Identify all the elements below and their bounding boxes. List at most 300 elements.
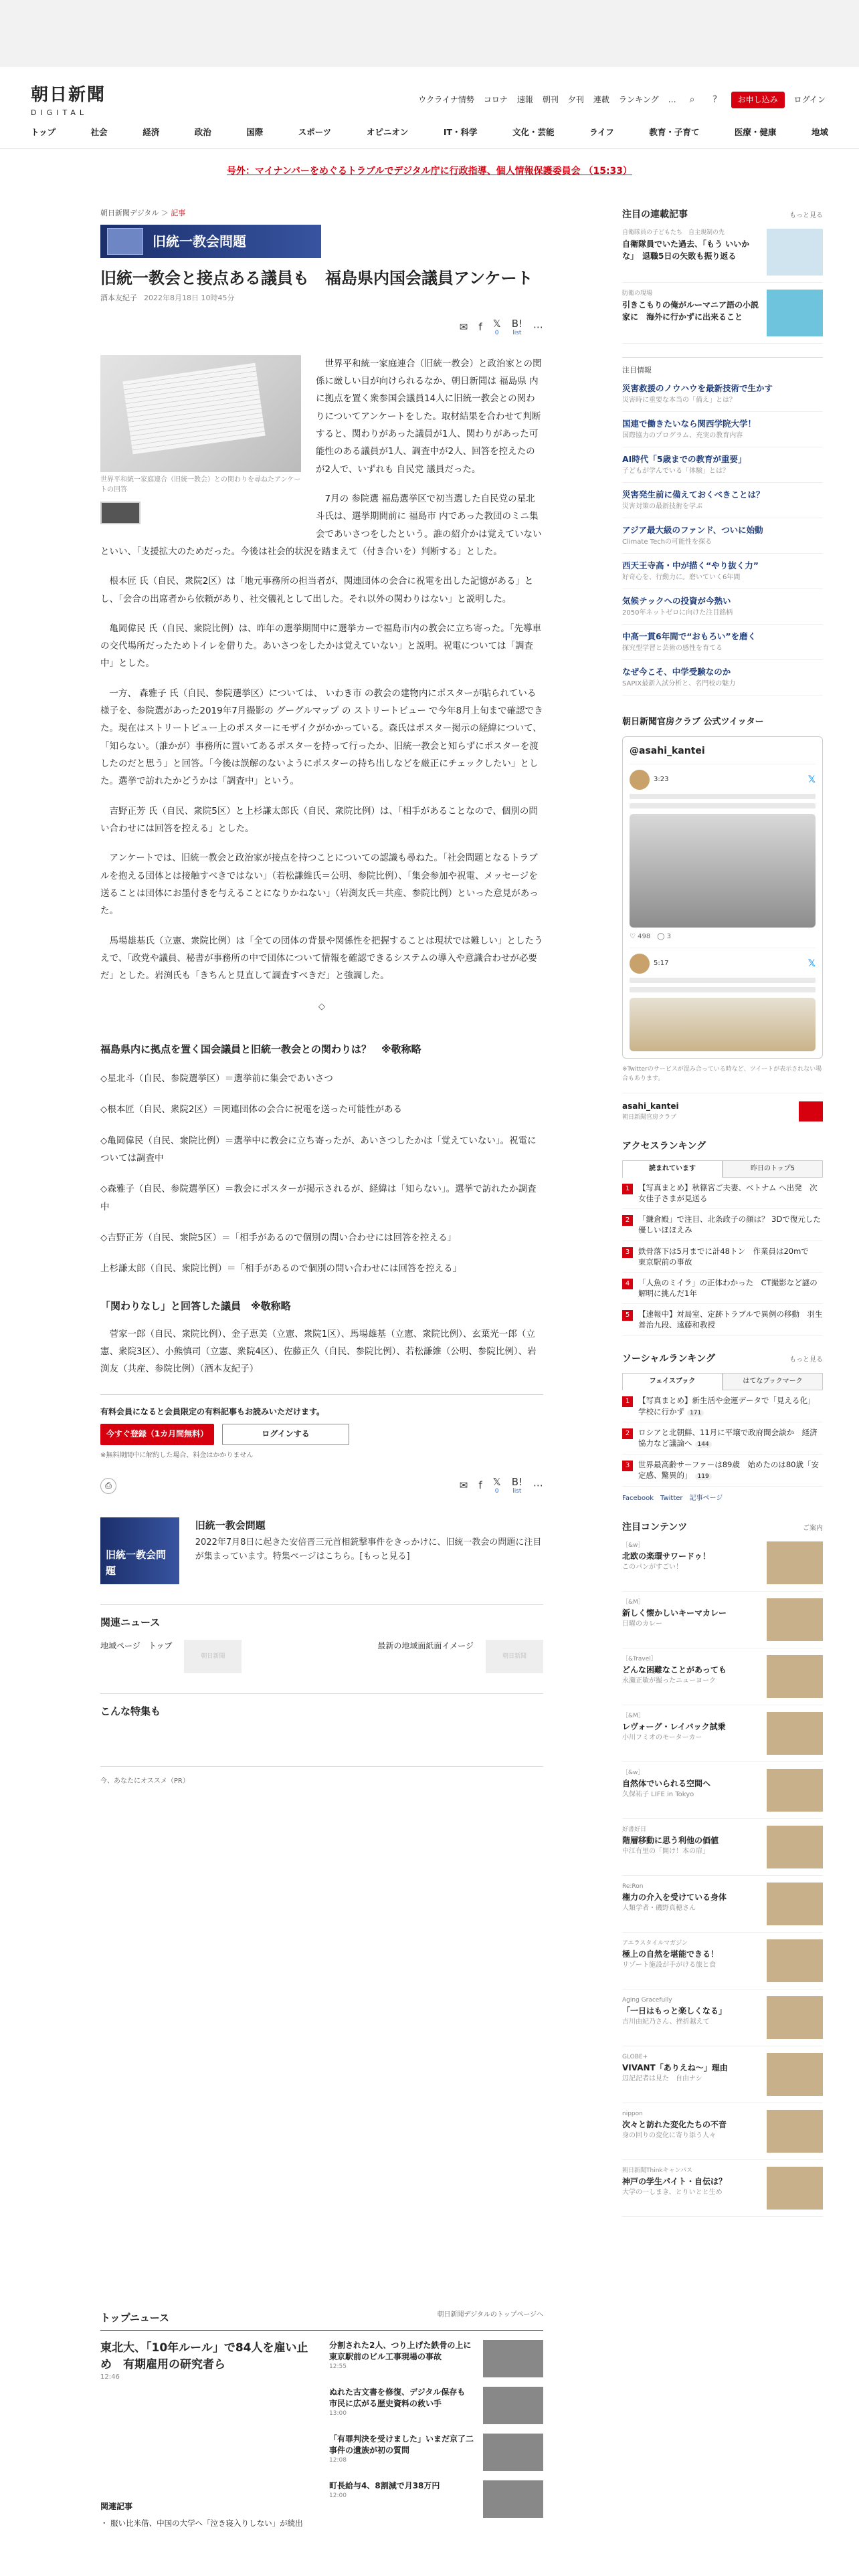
logo-text: 朝日新聞 xyxy=(31,85,106,105)
top-story-thumb xyxy=(483,2387,543,2424)
paragraph: 7月の 参院選 福島選挙区で初当選した自民党の星北斗氏は、選挙期間前に 福島市 内であった教団のミニ集会であいさつをしたという。誰の紹介かは覚えていないといい、「支援拡大のためだった。今後は社会的状況を踏まえて（付き合いを）判断する」とした。 xyxy=(100,493,542,557)
account-sub: 朝日新聞官房クラブ xyxy=(622,1114,677,1121)
content-thumb xyxy=(767,1883,823,1925)
top-story-title: ぬれた古文書を修復、デジタル保存も 市民に広がる歴史資料の救い手 xyxy=(329,2387,474,2408)
content-thumb xyxy=(767,2110,823,2153)
share-count: 144 xyxy=(695,1441,712,1448)
series-item-label: 防衛の現場 xyxy=(622,290,653,298)
breadcrumb-home[interactable]: 朝日新聞デジタル xyxy=(100,209,159,217)
hatena-icon[interactable]: B! list xyxy=(511,317,522,336)
social-tabs xyxy=(622,1373,823,1390)
nav-region[interactable]: 地域 xyxy=(811,127,828,137)
tweet-text-line xyxy=(630,978,816,983)
content-label: ［&M］ xyxy=(622,1598,644,1606)
content-item[interactable] xyxy=(622,1933,823,1990)
rank-number: 4 xyxy=(622,1279,633,1289)
rank-title: 【写真まとめ】秋篠宮ご夫妻、ベトナム へ出発 次女佳子さまが見送る xyxy=(638,1183,818,1204)
header-link-ranking[interactable]: ランキング xyxy=(618,95,659,104)
avatar[interactable] xyxy=(630,770,650,790)
nav-health[interactable]: 医療・健康 xyxy=(734,127,777,137)
topic-item[interactable] xyxy=(622,625,823,660)
content-sub: 永瀬正敏が撮ったニューヨーク xyxy=(622,1677,716,1685)
twitter-link[interactable]: Twitter xyxy=(660,1494,683,1502)
reply-icon[interactable]: ◯ xyxy=(657,933,665,941)
content-item[interactable] xyxy=(622,1819,823,1876)
facebook-icon[interactable]: f xyxy=(478,321,482,334)
content-thumb xyxy=(767,1996,823,2039)
help-icon[interactable]: ? xyxy=(712,94,718,106)
account-logo-icon xyxy=(799,1101,823,1121)
paragraph: 根本匠 氏（自民、衆院2区）は「地元事務所の担当者が、関連団体の会合に祝電を出した記憶がある」とし、「会合の出席者から依頼があり、社交儀礼として出した。それ以外の関わりはない」と説明した。 xyxy=(100,576,534,605)
paragraph: アンケートでは、旧統一教会と政治家が接点を持つことについての認識も尋ねた。「社会問題となるトラブルを抱える団体とは接触すべきではない」（若松謙維氏＝公明、参院比例）、「集会参加や祝電、メッセージを送ることは団体にお墨付きを与えることになりかねない」（岩渕友氏＝共産、参院比例）といった意見があった。 xyxy=(100,853,539,917)
hatena-list-label: list xyxy=(512,1487,522,1495)
content-title: 新しく懐かしいキーマカレー xyxy=(622,1608,727,1618)
content-sub: 日曜のカレー xyxy=(622,1620,662,1628)
social-links xyxy=(622,1493,823,1504)
topic-item[interactable] xyxy=(622,412,823,447)
content-sub: 身の回りの変化に寄り添う人々 xyxy=(622,2132,716,2140)
rank-number: 5 xyxy=(622,1310,633,1321)
ranking-item[interactable] xyxy=(622,1241,823,1273)
content-title: VIVANT「ありえね～」理由 xyxy=(622,2063,728,2073)
rank-number: 2 xyxy=(622,1215,633,1226)
topic-title: AI時代「5歳までの教育が重要」 xyxy=(622,453,747,464)
social-ranking-item[interactable] xyxy=(622,1422,823,1455)
related-thumb[interactable]: 朝日新聞 xyxy=(486,1640,543,1673)
content-thumb xyxy=(767,1939,823,1982)
tweet-text-line xyxy=(630,794,816,799)
content-item[interactable] xyxy=(622,2046,823,2103)
header-link-breaking[interactable]: 速報 xyxy=(516,95,533,104)
header-link-corona[interactable]: コロナ xyxy=(483,95,508,104)
social-ranking-list xyxy=(622,1390,823,1486)
login-button[interactable]: ログインする xyxy=(222,1424,349,1445)
topic-item[interactable] xyxy=(622,483,823,518)
list-item: ◇森雅子（自民、参院選挙区）＝教会にポスターが掲示されるが、経緯は「知らない」。選挙で訪れたか調査中 xyxy=(100,1184,537,1212)
ranking-item[interactable] xyxy=(622,1178,823,1209)
rank-title: 「鎌倉殿」で注目、北条政子の顔は？ 3Dで復元した優しいほほえみ xyxy=(638,1214,821,1235)
contents-more-link[interactable]: ご案内 xyxy=(803,1524,823,1532)
topic-title: 災害救援のノウハウを最新技術で生かす xyxy=(622,383,773,393)
mail-icon[interactable]: ✉ xyxy=(459,321,468,334)
lead-title: 東北大、「10年ルール」で84人を雇い止め 有期雇用の研究者ら xyxy=(100,2341,308,2371)
content-title: どんな困難なことがあっても xyxy=(622,1665,727,1675)
tweet-photo[interactable] xyxy=(630,998,816,1051)
sidebar xyxy=(622,207,823,2217)
top-news-title: トップニュース xyxy=(100,2312,170,2324)
paragraph: 亀岡偉民 氏（自民、衆院比例）は、昨年の選挙期間中に選挙カーで福島市内の教会に立ち寄った。「先導車の交代場所だったためトイレを借りた。あいさつをしたかは覚えていない」と説明。祝電については「調査中」とした。 xyxy=(100,623,542,669)
social-ranking-item[interactable] xyxy=(622,1390,823,1422)
ranking-item[interactable] xyxy=(622,1273,823,1304)
content-sub: 辺記記者は見た 自由ナシ xyxy=(622,2075,702,2083)
content-label: 朝日新聞Thinkキャンパス xyxy=(622,2167,692,2174)
content-title: 次々と訪れた変化たちの不音 xyxy=(622,2120,727,2130)
tab-hatena[interactable]: はてなブックマーク xyxy=(723,1373,823,1390)
pr-label: 今、あなたにオススメ（PR） xyxy=(100,1766,543,1787)
facebook-link[interactable]: Facebook xyxy=(622,1494,654,1502)
header-link-evening[interactable]: 夕刊 xyxy=(567,95,584,104)
top-news xyxy=(100,2310,543,2530)
account-card[interactable] xyxy=(622,1093,823,1123)
paragraph: 一方、 森雅子 氏（自民、参院選挙区）については、 いわき市 の教会の建物内にポスターが貼られている様子を、参院選があった2019年7月撮影の グーグルマップ の ストリートビュー で今年8月上旬まで確認できた。現在はストリートビュー上のポスターにモザイクがかかっている。森氏はポスター掲示の経緯について、「知らない。（誰かが）事務所に置いてあるポスターを持って行ったか、旧統一教会と知らずにポスターを渡したのだと思う」と回答。「今後は誤解のないようにポスターの持ち出しなどを厳正にチェックしたい」とした。選挙で訪れたかどうかは「調査中」という。 xyxy=(100,687,543,787)
top-story-title: 町長給与4、8割減で月38万円 xyxy=(329,2481,440,2490)
content-label: Aging Gracefully xyxy=(622,1996,672,2004)
content-thumb xyxy=(767,1712,823,1755)
header-link-more[interactable]: … xyxy=(668,95,676,104)
nav-international[interactable]: 国際 xyxy=(246,127,264,137)
twitter-section-title: 朝日新聞官房クラブ 公式ツイッター xyxy=(622,716,764,727)
topic-title: 西天王寺高・中が描く“やり抜く力” xyxy=(622,560,759,570)
nav-sports[interactable]: スポーツ xyxy=(298,127,332,137)
byline xyxy=(100,292,543,304)
twitter-handle[interactable]: @asahi_kantei xyxy=(630,745,705,756)
like-icon[interactable]: ♡ xyxy=(630,933,636,941)
topic-item[interactable] xyxy=(622,554,823,589)
top-story-title: 分割された2人、つり上げた鉄骨の上に 東京駅前のビル工事現場の事故 xyxy=(329,2341,480,2361)
rank-title: 世界最高齢サーファーは89歳 始めたのは80歳「安定感、驚異的」 xyxy=(638,1459,819,1480)
lead-story[interactable] xyxy=(100,2340,314,2527)
top-story[interactable] xyxy=(329,2480,543,2518)
print-icon[interactable]: ⎙ xyxy=(100,1478,116,1494)
article-body xyxy=(100,355,543,1378)
header-links xyxy=(418,92,826,108)
topic-item[interactable] xyxy=(622,518,823,554)
content-sub: 久保祐子 LIFE in Tokyo xyxy=(622,1791,694,1799)
content-item[interactable] xyxy=(622,1990,823,2046)
series-item-title: 自衛隊員でいた過去、「もう いいかな」 退職5日の矢敗も振り返る xyxy=(622,239,750,261)
series-item-title: 引きこもりの俺がルーマニア語の小説家に 海外に行かずに出来ること xyxy=(622,300,759,322)
content-item[interactable] xyxy=(622,1648,823,1705)
content-item[interactable] xyxy=(622,1705,823,1762)
tweet-photo[interactable] xyxy=(630,814,816,928)
top-story[interactable] xyxy=(329,2340,543,2377)
feature-title[interactable]: 旧統一教会問題 xyxy=(195,1519,266,1531)
content-label: GLOBE+ xyxy=(622,2053,648,2060)
rank-number: 3 xyxy=(622,1461,633,1471)
content-item[interactable] xyxy=(622,1535,823,1592)
nav-society[interactable]: 社会 xyxy=(90,127,108,137)
content-sub: 人類学者・磯野真穂さん xyxy=(622,1905,696,1913)
content-item[interactable] xyxy=(622,2103,823,2160)
author[interactable]: 酒本友紀子 xyxy=(100,294,137,303)
bottom-share-bar xyxy=(100,1477,543,1495)
topic-sub: SAPIX最新入試分析と、名門校の魅力 xyxy=(622,679,736,687)
article-page-link[interactable]: 記事ページ xyxy=(689,1494,723,1502)
header-link-morning[interactable]: 朝刊 xyxy=(542,95,559,104)
topics-list xyxy=(622,377,823,695)
x-share-count: 0 xyxy=(494,329,499,336)
rank-number: 3 xyxy=(622,1247,633,1258)
content-title: レヴォーグ・レイバック試乗 xyxy=(622,1722,726,1732)
content-label: 好書好日 xyxy=(622,1826,647,1833)
topic-item[interactable] xyxy=(622,660,823,695)
section-divider: ◇ xyxy=(318,1001,326,1012)
rank-title: 【速報中】対局室、定跡トラブルで異例の移動 羽生善治九段、遠藤和教授 xyxy=(638,1309,823,1329)
social-ranking-header xyxy=(622,1352,823,1366)
login-link[interactable]: ログイン xyxy=(793,95,826,104)
nav-politics[interactable]: 政治 xyxy=(194,127,211,137)
top-story[interactable] xyxy=(329,2387,543,2424)
content-item[interactable] xyxy=(622,1592,823,1648)
bottom-share-icons xyxy=(460,1477,543,1495)
nav-education[interactable]: 教育・子育て xyxy=(649,127,700,137)
tweet-time: 5:17 xyxy=(654,960,669,968)
rank-title: 「人魚のミイラ」の正体わかった CT撮影など謎の解明に挑んだ1年 xyxy=(638,1277,818,1298)
nav-opinion[interactable]: オピニオン xyxy=(366,127,409,137)
tweet[interactable] xyxy=(630,948,816,1051)
related-news-heading: 関連ニュース xyxy=(100,1604,543,1630)
subscribe-button[interactable]: 今すぐ登録（1カ月間無料） xyxy=(100,1424,214,1445)
content-label: Re:Ron xyxy=(622,1883,644,1890)
content-thumb xyxy=(767,1598,823,1641)
list-item: ◇星北斗（自民、参院選挙区）＝選挙前に集会であいさつ xyxy=(100,1073,333,1085)
ranking-item[interactable] xyxy=(622,1209,823,1241)
header-link-series[interactable]: 連載 xyxy=(593,95,609,104)
content-item[interactable] xyxy=(622,2160,823,2217)
topic-title: 国連で働きたいなら関西学院大学！ xyxy=(622,418,757,429)
topic-sub: 探究型学習と芸術の感性を育てる xyxy=(622,644,723,652)
x-logo-icon[interactable]: 𝕏 xyxy=(807,774,816,785)
ranking-list xyxy=(622,1178,823,1335)
twitter-note: ※Twitterのサービスが混み合っている時など、ツイートが表示されない場合もあります。 xyxy=(622,1066,822,1082)
rank-number: 2 xyxy=(622,1428,633,1439)
topic-title: 中高一貫6年間で“おもろい”を磨く xyxy=(622,631,757,641)
content-sub: 中江有里の「開け！本の扉」 xyxy=(622,1848,709,1856)
contents-header xyxy=(622,1520,823,1535)
content-sub: 小川フミオのモーターカー xyxy=(622,1734,702,1742)
paywall-note: ※無料期間中に解約した場合、料金はかかりません xyxy=(100,1451,254,1459)
ranking-title: アクセスランキング xyxy=(622,1140,706,1152)
x-share-count: 0 xyxy=(494,1487,499,1495)
series-more-link[interactable]: もっと見る xyxy=(789,212,823,219)
hatena-list-label: list xyxy=(512,329,522,336)
top-story-time: 13:00 xyxy=(329,2409,347,2417)
topic-sub: 好奇心を、行動力に。磨いていく6年間 xyxy=(622,573,741,581)
content-thumb xyxy=(767,1655,823,1698)
content-label: ［&M］ xyxy=(622,1712,644,1719)
series-item-label: 自衛隊員の子どもたち 自主規制の先 xyxy=(622,229,725,237)
rank-title: 鉄骨落下は5月までに計48トン 作業員は20mで 東京駅前の事故 xyxy=(638,1246,817,1267)
avatar[interactable] xyxy=(630,954,650,974)
related-articles-title: 関連記事 xyxy=(100,2502,133,2511)
series-item[interactable] xyxy=(622,283,823,344)
member-list xyxy=(100,1070,543,1278)
tweet-actions xyxy=(630,932,816,942)
contents-list xyxy=(622,1535,823,2217)
list-item: ◇根本匠（自民、衆院2区）＝関連団体の会合に祝電を送った可能性がある xyxy=(100,1104,402,1115)
top-news-header xyxy=(100,2310,543,2331)
nav-top[interactable]: トップ xyxy=(31,127,56,137)
section-heading: 福島県内に拠点を置く国会議員と旧統一教会との関わりは？ ※敬称略 xyxy=(100,1043,421,1055)
topic-item[interactable] xyxy=(622,589,823,625)
site-logo[interactable] xyxy=(31,82,106,118)
topic-sub: 2050年ネットゼロに向けた注目銘柄 xyxy=(622,609,733,617)
topic-title: 災害発生前に備えておくべきことは？ xyxy=(622,489,765,500)
content-sub: リゾート施設が手がける旅と食 xyxy=(622,1961,716,1969)
topic-sub: 災害時に重要な本当の「備え」とは？ xyxy=(622,396,736,404)
twitter-embed xyxy=(622,736,823,1059)
account-name: asahi_kantei xyxy=(622,1101,679,1111)
topic-title: アジア最大級のファンド、ついに始動 xyxy=(622,524,763,535)
series-item[interactable] xyxy=(622,222,823,283)
content-thumb xyxy=(767,1541,823,1584)
content-sub: 吉川由紀乃さん、挫折越えて xyxy=(622,2018,710,2026)
rank-title: ロシアと北朝鮮、11月に平壌で政府間会談か 経済協力など議論へ xyxy=(638,1428,818,1448)
article xyxy=(100,207,543,1787)
share-count: 119 xyxy=(695,1473,712,1480)
breadcrumb: 朝日新聞デジタル ＞ 記事 xyxy=(100,209,186,217)
nav-culture[interactable]: 文化・芸能 xyxy=(512,127,555,137)
search-icon[interactable]: ⌕ xyxy=(689,94,695,106)
related-thumb[interactable]: 朝日新聞 xyxy=(184,1640,242,1673)
content-thumb xyxy=(767,1769,823,1812)
list-item: ◇亀岡偉民（自民、衆院比例）＝選挙中に教会に立ち寄ったが、あいさつしたかは「覚えていない」。祝電については調査中 xyxy=(100,1135,537,1164)
top-story-time: 12:00 xyxy=(329,2492,347,2499)
paragraph: 馬場雄基氏（立憲、衆院比例）は「全ての団体の背景や関係性を把握することは現状では難しい」としたうえで、「政党や議員、秘書が事務所の中で団体について情報を確認できるシステムの導入や意識合わせが必要だ」とした。岩渕氏も「きちんと見直して調査すべきだ」と強調した。 xyxy=(100,935,543,982)
contents-title: 注目コンテンツ xyxy=(622,1521,688,1533)
paywall-title: 有料会員になると会員限定の有料記事もお読みいただけます。 xyxy=(100,1406,325,1416)
topic-sub: 国際協力のプログラム、充実の教育内容 xyxy=(622,431,743,439)
related-link-region[interactable]: 地域ページ トップ xyxy=(100,1640,173,1650)
breaking-news-bar[interactable] xyxy=(0,164,859,179)
related-article-link[interactable]: ・ 服い比米借、中国の大学へ「泣き寝入りしない」が続出 xyxy=(100,2518,303,2529)
top-page-link[interactable]: 朝日新聞デジタルのトップページへ xyxy=(437,2311,543,2319)
topic-sub: 子どもが学んでいる「体験」とは？ xyxy=(622,467,729,475)
content-item[interactable] xyxy=(622,1762,823,1819)
content-label: ［&w］ xyxy=(622,1541,644,1549)
content-title: 北欧の楽環サワードゥ！ xyxy=(622,1551,710,1562)
feature-image[interactable]: 旧統一教会問題 xyxy=(100,1517,179,1584)
topics-heading: 注目情報 xyxy=(622,357,823,377)
x-logo-icon[interactable]: 𝕏 xyxy=(807,958,816,969)
main-nav xyxy=(31,126,828,147)
series-header xyxy=(622,207,823,222)
top-stories xyxy=(329,2340,543,2527)
feature-promo[interactable] xyxy=(100,1517,543,1584)
article-photo[interactable] xyxy=(100,355,301,524)
photo-thumbnail[interactable] xyxy=(100,502,140,524)
tweet[interactable] xyxy=(630,764,816,942)
content-thumb xyxy=(767,1826,823,1868)
facebook-icon[interactable]: f xyxy=(478,1479,482,1492)
social-ranking-item[interactable] xyxy=(622,1455,823,1487)
nav-life[interactable]: ライフ xyxy=(589,127,614,137)
top-story-time: 12:08 xyxy=(329,2456,347,2464)
apply-button[interactable]: お申し込み xyxy=(731,92,785,108)
topic-sub: Climate Techの可能性を探る xyxy=(622,538,712,546)
reply-count: 3 xyxy=(666,933,672,941)
more-icon[interactable]: ⋯ xyxy=(533,1479,543,1492)
breaking-news-text[interactable]: 号外：マイナンバーをめぐるトラブルでデジタル庁に行政指導、個人情報保護委員会 （15:33） xyxy=(226,166,633,177)
social-ranking-title: ソーシャルランキング xyxy=(622,1354,716,1365)
ranking-header xyxy=(622,1139,823,1154)
nav-divider xyxy=(0,148,859,149)
logo-subtext: DIGITAL xyxy=(31,108,88,117)
rank-title: 【写真まとめ】新生活や金運データで「見える化」 学校に行かず xyxy=(638,1396,820,1416)
photo-image[interactable] xyxy=(100,355,301,472)
content-item[interactable] xyxy=(622,1876,823,1933)
x-icon[interactable]: 𝕏 0 xyxy=(492,1475,501,1495)
content-title: 極上の自然を堪能できる！ xyxy=(622,1949,719,1959)
top-story-title: 「有罪判決を受けました」いまだ京了二事件の遺族が初の質問 xyxy=(329,2434,474,2455)
top-story-time: 12:55 xyxy=(329,2363,347,2370)
nav-economy[interactable]: 経済 xyxy=(142,127,160,137)
list-item: 上杉謙太郎（自民、衆院比例）＝「相手があるので個別の問い合わせには回答を控える」 xyxy=(100,1263,462,1275)
series-title: 注目の連載記事 xyxy=(622,209,688,220)
content-label: ［&Travel］ xyxy=(622,1655,657,1662)
like-count: 498 xyxy=(638,933,651,941)
content-sub: このパンがすごい！ xyxy=(622,1564,682,1572)
content-title: 神戸の学生パイト・自伝は？ xyxy=(622,2177,727,2187)
hatena-icon[interactable]: B! list xyxy=(511,1475,522,1495)
breadcrumb-current[interactable]: 記事 xyxy=(171,209,186,217)
content-thumb xyxy=(767,2053,823,2096)
share-count: 171 xyxy=(687,1410,704,1416)
feature-desc: 2022年7月8日に起きた安倍晋三元首相銃撃事件をきっかけに、旧統一教会の問題に注目が集まっています。特集ページはこちら。[もっと見る] xyxy=(195,1537,542,1562)
series-thumb xyxy=(767,229,823,276)
x-icon[interactable]: 𝕏 0 xyxy=(492,317,501,336)
related-news xyxy=(100,1640,543,1673)
ranking-item[interactable] xyxy=(622,1304,823,1335)
related-link-paper[interactable]: 最新の地域面紙面イメージ xyxy=(377,1640,474,1650)
list-item: ◇吉野正芳（自民、衆院5区）＝「相手があるので個別の問い合わせには回答を控える」 xyxy=(100,1232,456,1243)
photo-caption: 世界平和統一家庭連合（旧統一教会）との関わりを尋ねたアンケートの回答 xyxy=(100,475,301,494)
topic-item[interactable] xyxy=(622,447,823,483)
article-title: 旧統一教会と接点ある議員も 福島県内国会議員アンケート xyxy=(100,268,533,288)
top-story-thumb xyxy=(483,2434,543,2471)
topic-title: 気候テックへの投資が今熱い xyxy=(622,595,731,606)
paragraph: 吉野正芳 氏（自民、衆院5区）と上杉謙太郎氏（自民、衆院比例）は、「相手があることなので、個別の問い合わせには回答を控える」とした。 xyxy=(100,805,538,834)
top-story[interactable] xyxy=(329,2434,543,2471)
lead-time: 12:46 xyxy=(100,2373,120,2381)
content-label: アエラスタイルマガジン xyxy=(622,1939,688,1947)
topic-banner-label: 旧統一教会問題 xyxy=(153,233,246,249)
tweet-time: 3:23 xyxy=(654,776,669,784)
content-sub: 大学の一しまき、とりいとと生め xyxy=(622,2189,723,2197)
tab-facebook[interactable]: フェイスブック xyxy=(622,1373,723,1390)
social-more-link[interactable]: もっと見る xyxy=(789,1356,823,1364)
tweet-text-line xyxy=(630,803,816,809)
header-link-ukraine[interactable]: ウクライナ情勢 xyxy=(418,95,474,104)
topic-banner[interactable] xyxy=(100,225,321,258)
browser-top-strip xyxy=(0,0,859,67)
tab-read[interactable]: 読まれています xyxy=(622,1160,723,1178)
content-title: 「一日はもっと楽しくなる」 xyxy=(622,2006,727,2016)
section-heading-2: 「関わりなし」と回答した議員 ※敬称略 xyxy=(100,1299,291,1312)
rank-number: 1 xyxy=(622,1396,633,1407)
rank-number: 1 xyxy=(622,1184,633,1194)
topic-sub: 災害対策の最新技術を学ぶ xyxy=(622,502,702,510)
publish-date: 2022年8月18日 10時45分 xyxy=(144,294,235,303)
content-title: 階層移動に思う利他の価値 xyxy=(622,1836,719,1846)
content-thumb xyxy=(767,2167,823,2210)
no-relation-names: 菅家一郎（自民、衆院比例）、金子恵美（立憲、衆院1区）、馬場雄基（立憲、衆院比例）、玄葉光一郎（立憲、衆院3区）、小熊慎司（立憲、衆院4区）、佐藤正久（自民、参院比例）、若松謙維（公明、参院比例）、岩渕友（共産、参院比例）（酒本友紀子） xyxy=(100,1328,537,1375)
mail-icon[interactable]: ✉ xyxy=(459,1479,468,1492)
topic-title: なぜ今こそ、中学受験なのか xyxy=(622,666,731,677)
topic-banner-thumb xyxy=(107,228,143,255)
topic-item[interactable] xyxy=(622,377,823,412)
special-heading: こんな特集も xyxy=(100,1693,543,1719)
content-title: 自然体でいられる空間へ xyxy=(622,1779,711,1789)
more-icon[interactable]: ⋯ xyxy=(533,321,543,334)
top-story-thumb xyxy=(483,2480,543,2518)
nav-it-science[interactable]: IT・科学 xyxy=(443,127,478,137)
top-story-thumb xyxy=(483,2340,543,2377)
series-thumb xyxy=(767,290,823,336)
content-title: 権力の介入を受けている身体 xyxy=(622,1893,727,1903)
tab-yesterday[interactable]: 昨日のトップ5 xyxy=(723,1160,823,1178)
share-bar xyxy=(100,319,543,336)
